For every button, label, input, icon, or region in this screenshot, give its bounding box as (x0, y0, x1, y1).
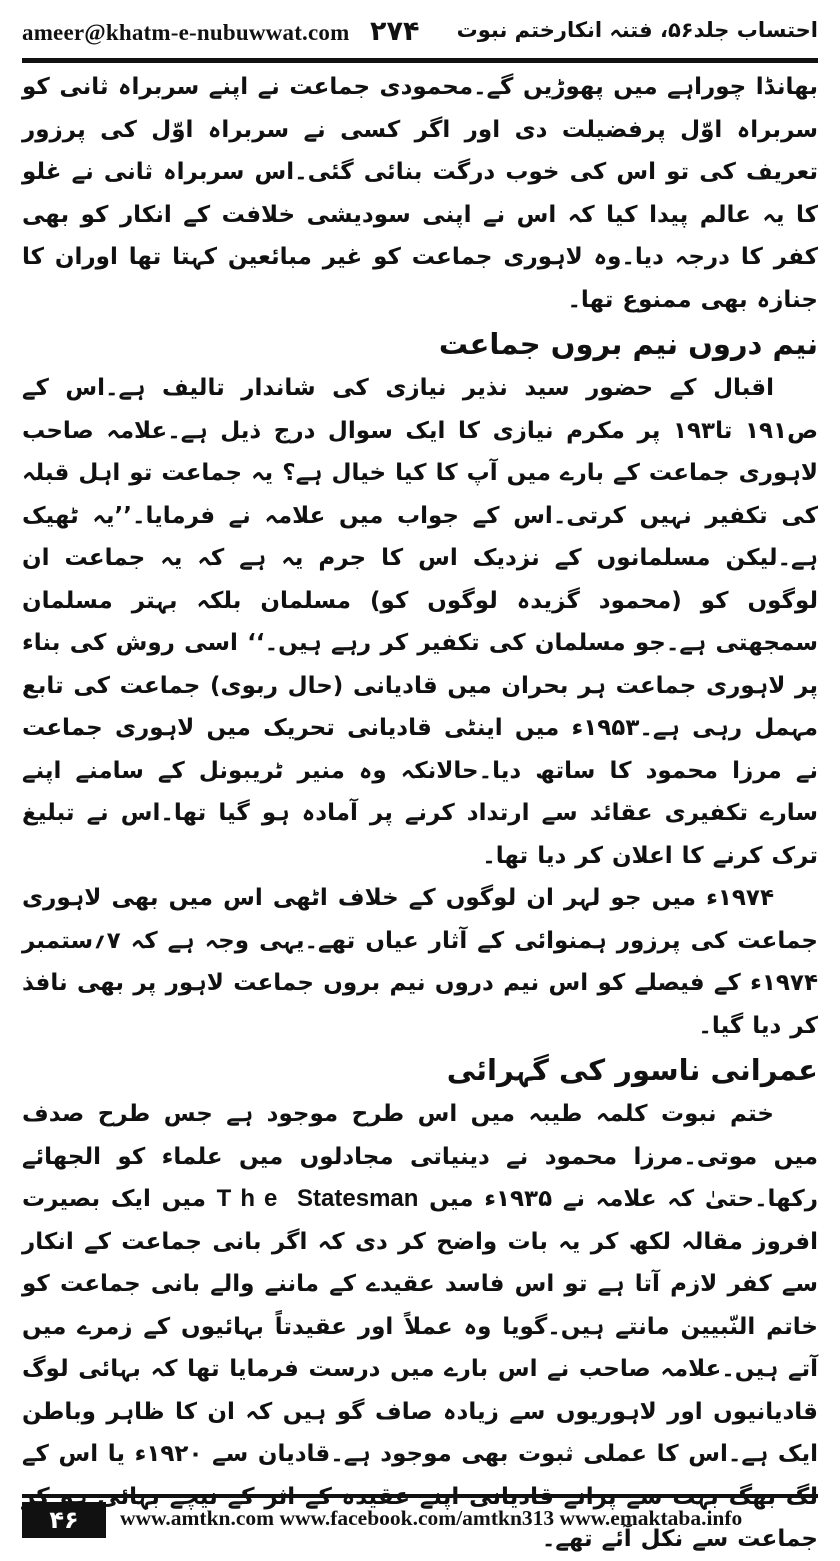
section-heading-1: نیم دروں نیم بروں جماعت (438, 327, 818, 361)
header-rule (22, 58, 818, 63)
running-title: احتساب جلد۵۶، فتنہ انکارختم نبوت (456, 18, 818, 42)
paragraph-4-part-1: ختم نبوت کلمہ طیبہ میں اس طرح موجود ہے جس طرح صدف میں موتی۔مرزا محمود نے دینیاتی مجادلوں میں علماء کو الجھائے رکھا۔حتیٰ کہ علامہ نے ۱۹۳۵ء میں (22, 1101, 818, 1212)
page-header (22, 18, 818, 52)
paragraph-3: ۱۹۷۴ء میں جو لہر ان لوگوں کے خلاف اٹھی اس میں بھی لاہوری جماعت کی پرزور ہمنوائی کے آثار عیاں تھے۔یہی وجہ ہے کہ ۷؍ستمبر ۱۹۷۴ء کے فیصلے کو اس نیم دروں نیم بروں جماعت لاہور پر بھی نافذ کر دیا گیا۔ (22, 885, 818, 1039)
paragraph-4 (22, 1093, 818, 1561)
footer-links: www.amtkn.com www.facebook.com/amtkn313 www.emaktaba.info (120, 1506, 743, 1530)
paragraph-4-part-2: میں ایک بصیرت افروز مقالہ لکھ کر یہ بات واضح کر دی کہ اگر بانی جماعت کے انکار سے کفر لازم آتا ہے تو اس فاسد عقیدے کے ماننے والے بانی جماعت کو خاتم النّبیین مانتے ہیں۔گویا وہ عملاً اور عقیدتاً بہائیوں کے زمرے میں آتے ہیں۔علامہ صاحب نے اس بارے میں درست فرمایا تھا کہ بہائی لوگ قادیانیوں اور لاہوریوں سے زیادہ صاف گو ہیں کہ ان کا ظاہر وباطن ایک ہے۔اس کا عملی ثبوت بھی موجود ہے۔قادیان سے ۱۹۲۰ء یا اس کے جماعت سے نکل آئے تھے۔ (22, 1186, 818, 1552)
header-email: ameer@khatm-e-nubuwwat.com (22, 20, 350, 45)
section-heading-2: عمرانی ناسور کی گہرائی (446, 1053, 818, 1087)
english-word-statesman: Statesman (297, 1185, 419, 1212)
footer-rule (22, 1494, 818, 1498)
paragraph-1: بھانڈا چوراہے میں پھوڑیں گے۔محمودی جماعت نے اپنے سربراہ ثانی کو سربراہ اوّل پرفضیلت دی اور اگر کسی نے سربراہ اوّل کی پرزور تعریف کی تو اس کی خوب درگت بنائی گئی۔اس سربراہ ثانی نے غلو کا یہ عالم پیدا کیا کہ اس نے اپنی سودیشی خلافت کے انکار کو بھی کفر کا درجہ دیا۔وہ لاہوری جماعت کو غیر مبائعین کہتا تھا اوران کا جنازہ بھی ممنوع تھا۔ (22, 74, 818, 313)
header-page-number: ۲۷۴ (370, 16, 420, 47)
page-footer (22, 1502, 818, 1538)
paragraph-2: اقبال کے حضور سید نذیر نیازی کی شاندار تالیف ہے۔اس کے ص۱۹۱ تا۱۹۳ پر مکرم نیازی کا ایک سوال درج ذیل ہے۔علامہ صاحب لاہوری جماعت کے بارے میں آپ کا کیا خیال ہے؟ یہ جماعت تو اہل قبلہ کی تکفیر نہیں کرتی۔اس کے جواب میں علامہ نے فرمایا۔’’یہ ٹھیک ہے۔لیکن مسلمانوں کے نزدیک اس کا جرم یہ ہے کہ یہ جماعت ان لوگوں کو (محمود گزیدہ لوگوں کو) مسلمان بلکہ بہتر مسلمان سمجھتی ہے۔جو مسلمان کی تکفیر کر رہے ہیں۔‘‘ اسی روش کی بناء پر لاہوری جماعت ہر بحران میں قادیانی (حال ربوی) جماعت کی تابع مہمل رہی ہے۔۱۹۵۳ء میں اینٹی قادیانی تحریک میں لاہوری جماعت نے مرزا محمود کا ساتھ دیا۔حالانکہ وہ منیر ٹریبونل کے سامنے اپنے سارے تکفیری عقائد سے ارتداد کرنے پر آمادہ ہو گیا تھا۔اس نے تبلیغ ترک کرنے کا اعلان کر دیا تھا۔ (22, 375, 819, 869)
footer-page-number: ۴۶ (22, 1502, 106, 1538)
english-word-the: The (216, 1185, 287, 1212)
